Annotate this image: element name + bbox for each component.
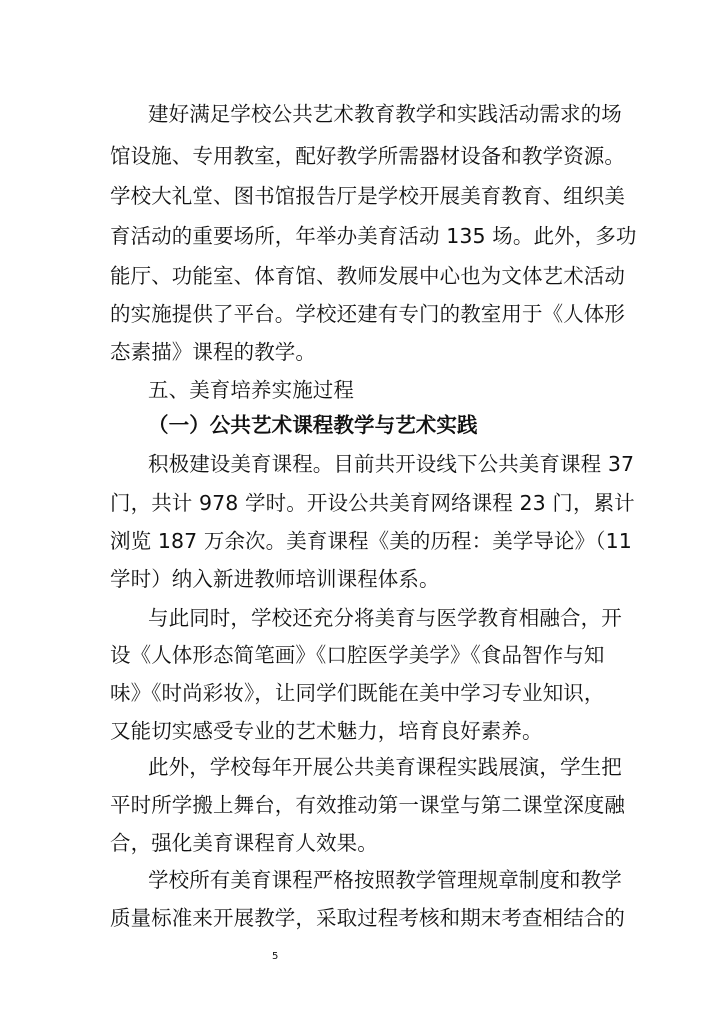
paragraph-line-5: 能厅、功能室、体育馆、教师发展中心也为文体艺术活动 (110, 264, 625, 288)
paragraph-line-15: 设《人体形态简笔画》《口腔医学美学》《食品智作与知 (110, 643, 605, 667)
paragraph-line-4: 育活动的重要场所，年举办美育活动 135 场。此外，多功 (110, 224, 637, 248)
paragraph-line-18: 此外，学校每年开展公共美育课程实践展演，学生把 (148, 755, 622, 779)
paragraph-line-19: 平时所学搬上舞台，有效推动第一课堂与第二课堂深度融 (110, 793, 625, 817)
paragraph-line-11: 门，共计 978 学时。开设公共美育网络课程 23 门，累计 (110, 491, 635, 515)
paragraph-line-17: 又能切实感受专业的艺术魅力，培育良好素养。 (110, 719, 543, 743)
page-number: 5 (272, 951, 279, 962)
subsection-heading: （一）公共艺术课程教学与艺术实践 (148, 413, 478, 437)
paragraph-line-2: 馆设施、专用教室，配好教学所需器材设备和教学资源。 (110, 144, 625, 168)
paragraph-line-10: 积极建设美育课程。目前共开设线下公共美育课程 37 (148, 452, 635, 476)
paragraph-line-22: 质量标准来开展教学，采取过程考核和期末考查相结合的 (110, 906, 625, 930)
paragraph-line-3: 学校大礼堂、图书馆报告厅是学校开展美育教育、组织美 (110, 184, 625, 208)
paragraph-line-13: 学时）纳入新进教师培训课程体系。 (110, 567, 440, 591)
paragraph-line-7: 态素描》课程的教学。 (110, 340, 316, 364)
paragraph-line-21: 学校所有美育课程严格按照教学管理规章制度和教学 (148, 868, 622, 892)
section-heading: 五、美育培养实施过程 (148, 378, 354, 402)
paragraph-line-1: 建好满足学校公共艺术教育教学和实践活动需求的场 (148, 102, 622, 126)
paragraph-line-20: 合，强化美育课程育人效果。 (110, 831, 378, 855)
paragraph-line-12: 浏览 187 万余次。美育课程《美的历程：美学导论》（11 (110, 529, 632, 553)
paragraph-line-16: 味》《时尚彩妆》，让同学们既能在美中学习专业知识， (110, 681, 605, 705)
paragraph-line-6: 的实施提供了平台。学校还建有专门的教室用于《人体形 (110, 302, 625, 326)
paragraph-line-14: 与此同时，学校还充分将美育与医学教育相融合，开 (148, 606, 622, 630)
